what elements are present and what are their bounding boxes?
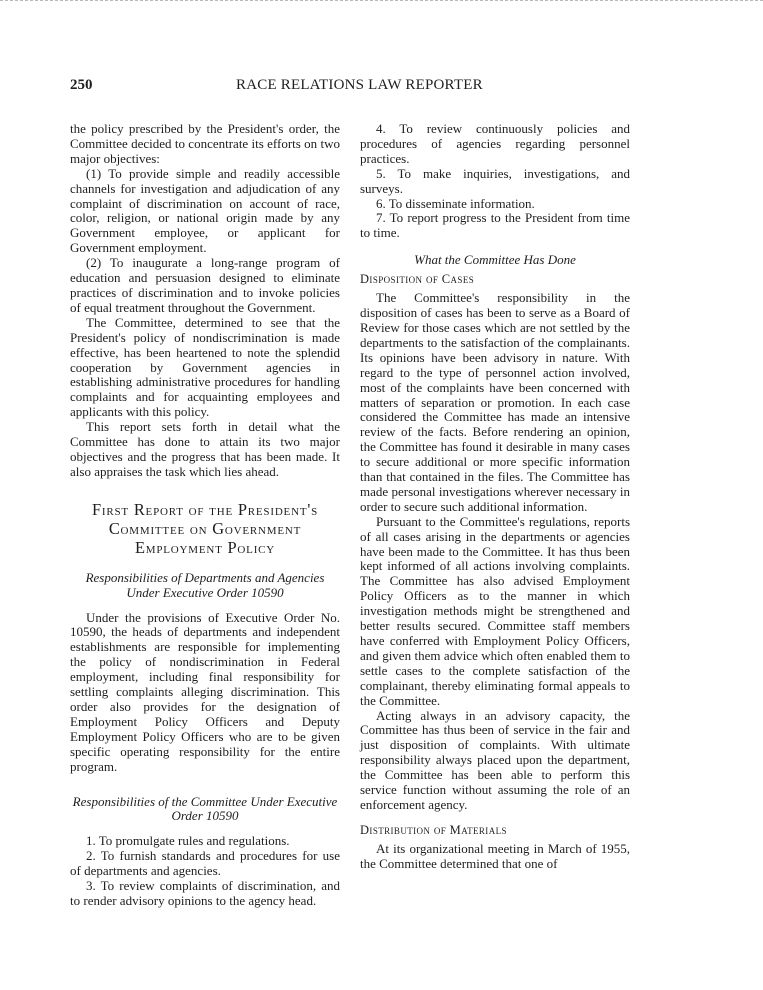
- responsibility-item-5: 5. To make inquiries, investigations, and surveys.: [360, 165, 630, 196]
- left-column: [70, 122, 340, 909]
- objective-2: (2) To inaugurate a long-range program of education and persuasion designed to eliminate practices of discrimination and to invoke policies of equal treatment throughout the Government.: [70, 255, 340, 315]
- body-paragraph-disposition-2: Pursuant to the Committee's regulations, reports of all cases arising in the departments or agencies have been made to the Committee. It has thus been kept informed of all actions involving complaints. The Committee has also advised Employment Policy Officers as to the manner in which investigation methods might be strengthened and better results secured. Committee staff members have conferred with Employment Policy Officers, and given them advice which often enabled them to settle cases to the complete satisfaction of the complainant, thereby eliminating formal appeals to the Committee.: [360, 513, 630, 708]
- body-paragraph-distribution-1: At its organizational meeting in March of 1955, the Committee determined that one of: [360, 840, 630, 871]
- body-paragraph-disposition-3: Acting always in an advisory capacity, the Committee has thus been of service in the fair and just disposition of complaints. With ultimate responsibility always placed upon the department, the Committee has been able to perform this service function without assuming the role of an enforcement agency.: [360, 707, 630, 812]
- right-column: [360, 122, 630, 872]
- responsibility-item-4: 4. To review continuously policies and procedures of agencies regarding personnel practices.: [360, 121, 630, 166]
- responsibility-item-7: 7. To report progress to the President from time to time.: [360, 210, 630, 241]
- objective-1: (1) To provide simple and readily accessible channels for investigation and adjudication of any complaint of discrimination on account of race, color, religion, or national origin made by any Government employee, or applicant for Government employment.: [70, 165, 340, 256]
- body-paragraph-executive-order: Under the provisions of Executive Order No. 10590, the heads of departments and independent establishments are responsible for implementing the policy of nondiscrimination in Federal employment, including final responsibility for settling complaints alleging discrimination. This order also provides for the designation of Employment Policy Officers and Deputy Employment Policy Officers who are to be given specific operating responsibility for the entire program.: [70, 609, 340, 774]
- subhead-departments-responsibilities: Responsibilities of Departments and Agencies Under Executive Order 10590: [85, 569, 325, 600]
- body-paragraph-disposition-1: The Committee's responsibility in the disposition of cases has been to serve as a Board of Review for those cases which are not settled by the departments to the satisfaction of the complainants. Its opinions have been advisory in nature. With regard to the type of personnel action involved, most of the complaints have been concerned with matters of separation or promotion. In each case considered the Committee has made an intensive review of the facts. Before rendering an opinion, the Committee has found it desirable in many cases to secure additional or more specific information than that contained in the files. The Committee has made personal investigations wherever necessary in order to secure such additional information.: [360, 290, 630, 514]
- section-title-what-committee-has-done: What the Committee Has Done: [414, 252, 576, 268]
- page-number: 250: [70, 77, 93, 93]
- report-title: First Report of the President's Committee on Government Employment Policy: [91, 499, 319, 557]
- body-paragraph-report-sets-forth: This report sets forth in detail what the Committee has done to attain its two major objectives and the progress that has been made. It also appraises the task which lies ahead.: [70, 419, 340, 479]
- responsibility-item-3: 3. To review complaints of discrimination, and to render advisory opinions to the agency head.: [70, 878, 340, 908]
- body-paragraph-committee-determined: The Committee, determined to see that the President's policy of nondiscrimination is made effective, has been heartened to note the splendid cooperation by Government agencies in establishing administrative procedures for handling complaints and for acquainting employees and applicants with this policy.: [70, 314, 340, 420]
- responsibility-item-2: 2. To furnish standards and procedures for use of departments and agencies.: [70, 848, 340, 879]
- intro-paragraph: the policy prescribed by the President's order, the Committee decided to concentrate its efforts on two major objectives:: [70, 121, 340, 166]
- page-top-edge: [0, 0, 763, 7]
- subhead-disposition-of-cases: Disposition of Cases: [360, 272, 475, 287]
- running-head: RACE RELATIONS LAW REPORTER: [236, 77, 483, 93]
- responsibility-item-6: 6. To disseminate information.: [376, 195, 535, 211]
- responsibility-item-1: 1. To promulgate rules and regulations.: [86, 833, 290, 849]
- subhead-committee-responsibilities: Responsibilities of the Committee Under Executive Order 10590: [72, 793, 338, 824]
- subhead-distribution-of-materials: Distribution of Materials: [360, 822, 507, 837]
